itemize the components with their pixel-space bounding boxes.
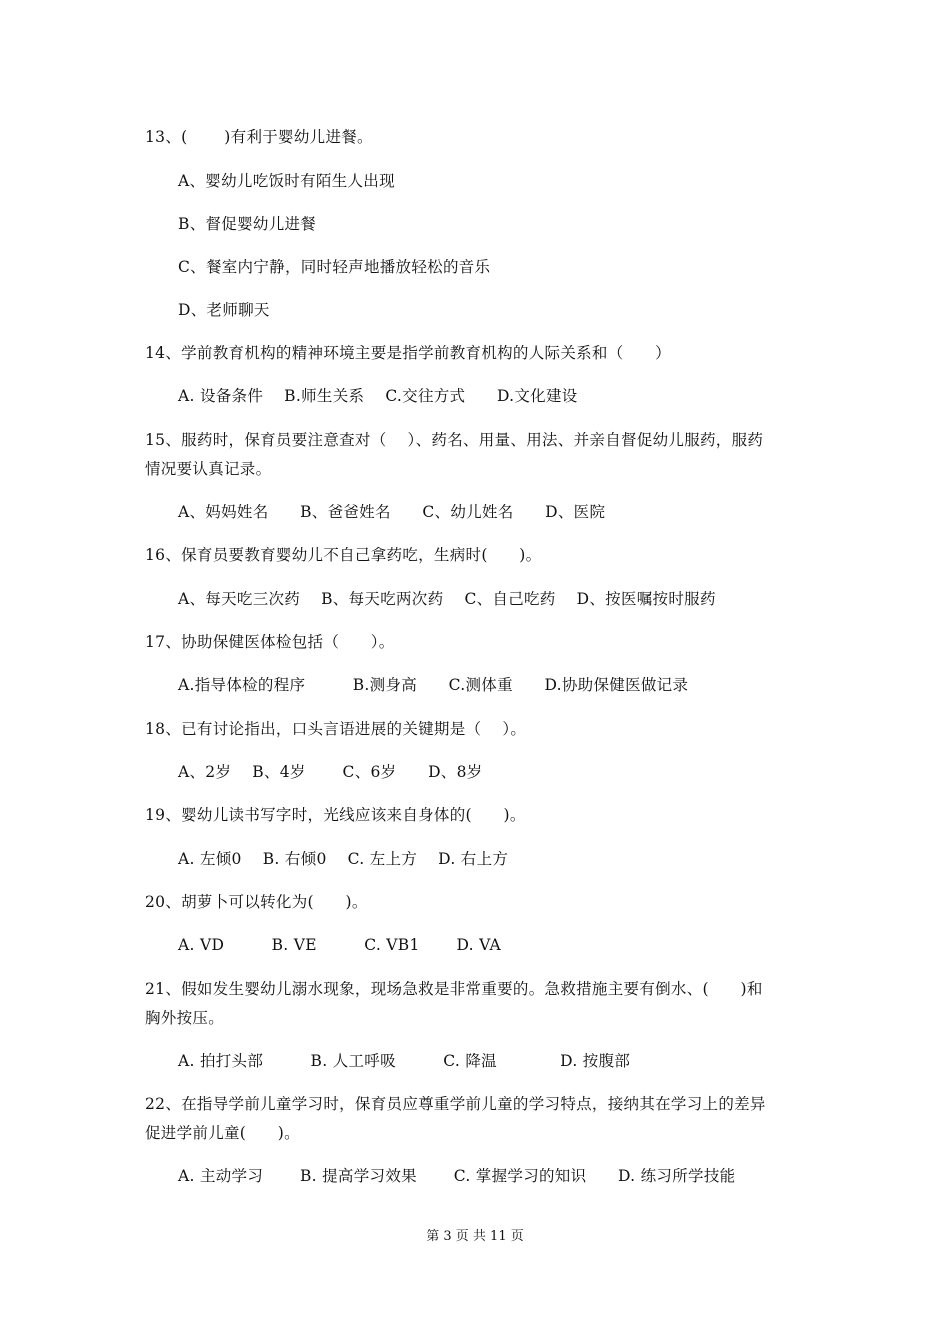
- question-13-option-c: C、餐室内宁静，同时轻声地播放轻松的音乐: [178, 258, 491, 276]
- question-20-options: A. VD B. VE C. VB1 D. VA: [178, 936, 502, 954]
- question-17-text: 17、协助保健医体检包括（ ）。: [145, 633, 395, 651]
- page-number-footer: 第 3 页 共 11 页: [426, 1229, 524, 1244]
- question-22-options: A. 主动学习 B. 提高学习效果 C. 掌握学习的知识 D. 练习所学技能: [178, 1167, 736, 1185]
- question-13-text: 13、( )有利于婴幼儿进餐。: [145, 128, 373, 146]
- question-18-text: 18、已有讨论指出，口头言语进展的关键期是（ ）。: [145, 720, 527, 738]
- question-15-options: A、妈妈姓名 B、爸爸姓名 C、幼儿姓名 D、医院: [178, 503, 606, 521]
- question-13-option-d: D、老师聊天: [178, 301, 270, 319]
- question-15-text-line-2: 情况要认真记录。: [145, 460, 272, 478]
- question-20-text: 20、胡萝卜可以转化为( )。: [145, 893, 368, 911]
- question-16-options: A、每天吃三次药 B、每天吃两次药 C、自己吃药 D、按医嘱按时服药: [178, 590, 716, 608]
- question-21-text-line-1: 21、假如发生婴幼儿溺水现象，现场急救是非常重要的。急救措施主要有倒水、( )和: [145, 980, 763, 998]
- question-14-options: A. 设备条件 B.师生关系 C.交往方式 D.文化建设: [178, 387, 578, 405]
- question-22-text-line-1: 22、在指导学前儿童学习时，保育员应尊重学前儿童的学习特点，接纳其在学习上的差异: [145, 1095, 766, 1113]
- question-21-options: A. 拍打头部 B. 人工呼吸 C. 降温 D. 按腹部: [178, 1052, 631, 1070]
- question-19-options: A. 左倾0 B. 右倾0 C. 左上方 D. 右上方: [178, 850, 509, 868]
- question-17-options: A.指导体检的程序 B.测身高 C.测体重 D.协助保健医做记录: [178, 676, 689, 694]
- question-14-text: 14、学前教育机构的精神环境主要是指学前教育机构的人际关系和（ ）: [145, 344, 671, 362]
- question-15-text-line-1: 15、服药时，保育员要注意查对（ ）、药名、用量、用法、并亲自督促幼儿服药，服药: [145, 431, 764, 449]
- question-19-text: 19、婴幼儿读书写字时，光线应该来自身体的( )。: [145, 806, 526, 824]
- question-22-text-line-2: 促进学前儿童( )。: [145, 1124, 300, 1142]
- question-21-text-line-2: 胸外按压。: [145, 1009, 225, 1027]
- question-18-options: A、2岁 B、4岁 C、6岁 D、8岁: [178, 763, 483, 781]
- question-13-option-a: A、婴幼儿吃饭时有陌生人出现: [178, 172, 395, 190]
- question-16-text: 16、保育员要教育婴幼儿不自己拿药吃，生病时( )。: [145, 546, 542, 564]
- question-13-option-b: B、督促婴幼儿进餐: [178, 215, 317, 233]
